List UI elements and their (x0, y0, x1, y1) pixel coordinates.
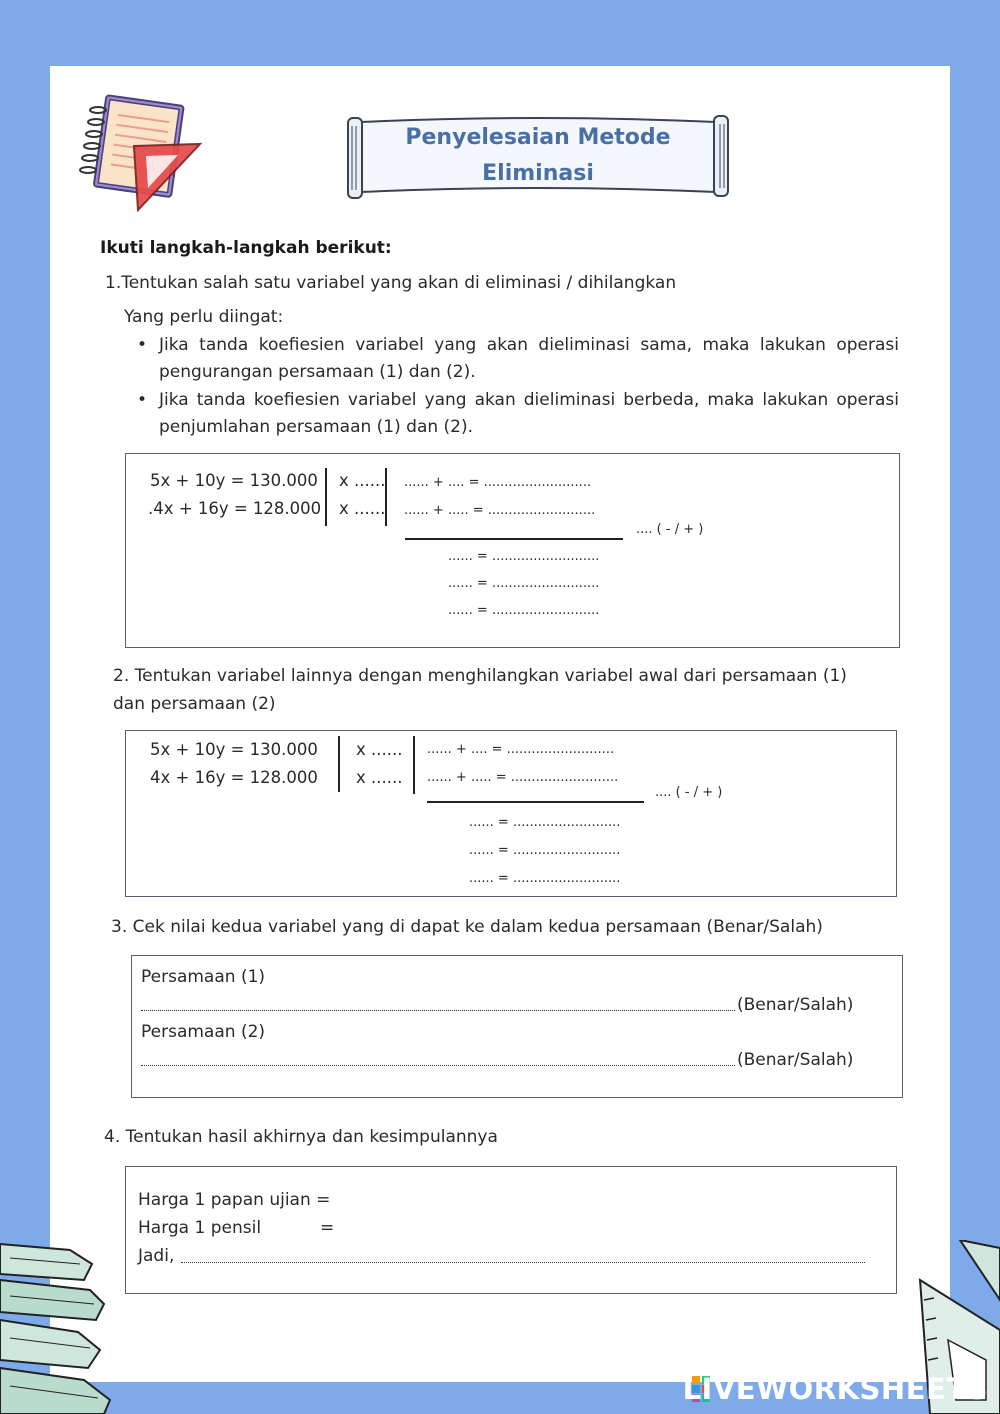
step2-solution-2[interactable]: ...... = .......................... (469, 843, 621, 858)
page-title-line2: Eliminasi (482, 161, 594, 186)
step2-title-line2: dan persamaan (2) (113, 694, 276, 714)
bullet-same-sign: • Jika tanda koefiesien variabel yang akan dieliminasi sama, maka lakukan operasi pengurangan persamaan (1) dan (2). (159, 332, 899, 386)
check-label-2: Persamaan (2) (141, 1022, 266, 1042)
conclusion-label: Jadi, (138, 1246, 175, 1266)
step1-multiplier-1[interactable]: x ...... (339, 471, 386, 490)
check-answer-line-1[interactable] (141, 1010, 735, 1011)
check-suffix-1: (Benar/Salah) (737, 995, 854, 1015)
step1-operation[interactable]: .... ( - / + ) (636, 522, 704, 537)
notebook-icon (78, 94, 206, 214)
step1-solution-2[interactable]: ...... = .......................... (448, 576, 600, 591)
step1-title: 1.Tentukan salah satu variabel yang akan di eliminasi / dihilangkan (105, 273, 677, 293)
step1-multiplier-2[interactable]: x ...... (339, 499, 386, 518)
step2-equation-2: 4x + 16y = 128.000 (150, 768, 318, 787)
page-title (346, 112, 730, 200)
price-board-label: Harga 1 papan ujian = (138, 1190, 331, 1210)
step2-operation[interactable]: .... ( - / + ) (655, 785, 723, 800)
price-pencil-label: Harga 1 pensil (138, 1218, 262, 1238)
step1-solution-3[interactable]: ...... = .......................... (448, 603, 600, 618)
step2-multiplier-1[interactable]: x ...... (356, 740, 403, 759)
check-answer-line-2[interactable] (141, 1065, 735, 1066)
step2-equation-1: 5x + 10y = 130.000 (150, 740, 318, 759)
step4-title: 4. Tentukan hasil akhirnya dan kesimpulannya (104, 1127, 498, 1147)
remember-label: Yang perlu diingat: (124, 307, 284, 327)
step2-result-1[interactable]: ...... + .... = .......................... (427, 742, 615, 757)
liveworksheets-watermark: LIVEWORKSHEETS (682, 1372, 988, 1406)
step1-result-2[interactable]: ...... + ..... = .......................... (404, 503, 596, 518)
books-icon (0, 1240, 112, 1414)
divider (325, 468, 327, 526)
intro-heading: Ikuti langkah-langkah berikut: (100, 238, 392, 258)
step1-equation-1: 5x + 10y = 130.000 (150, 471, 318, 490)
step2-solution-3[interactable]: ...... = .......................... (469, 871, 621, 886)
page-title-line1: Penyelesaian Metode (405, 125, 671, 150)
conclusion-answer-line[interactable] (181, 1262, 865, 1263)
subtraction-line (405, 538, 623, 540)
step2-multiplier-2[interactable]: x ...... (356, 768, 403, 787)
step2-solution-1[interactable]: ...... = .......................... (469, 815, 621, 830)
divider (338, 736, 340, 792)
step1-solution-1[interactable]: ...... = .......................... (448, 549, 600, 564)
bullet-different-sign: • Jika tanda koefiesien variabel yang akan dieliminasi berbeda, maka lakukan operasi penjumlahan persamaan (1) dan (2). (159, 387, 899, 441)
step3-title: 3. Cek nilai kedua variabel yang di dapat ke dalam kedua persamaan (Benar/Salah) (111, 917, 823, 937)
subtraction-line (427, 801, 644, 803)
step1-result-1[interactable]: ...... + .... = .......................... (404, 475, 592, 490)
price-pencil-equals: = (320, 1218, 335, 1238)
check-suffix-2: (Benar/Salah) (737, 1050, 854, 1070)
step1-equation-2: .4x + 16y = 128.000 (148, 499, 322, 518)
check-label-1: Persamaan (1) (141, 967, 266, 987)
step2-result-2[interactable]: ...... + ..... = .......................... (427, 770, 619, 785)
step2-title-line1: 2. Tentukan variabel lainnya dengan menghilangkan variabel awal dari persamaan (1) (113, 666, 847, 686)
divider (413, 736, 415, 794)
divider (385, 468, 387, 526)
